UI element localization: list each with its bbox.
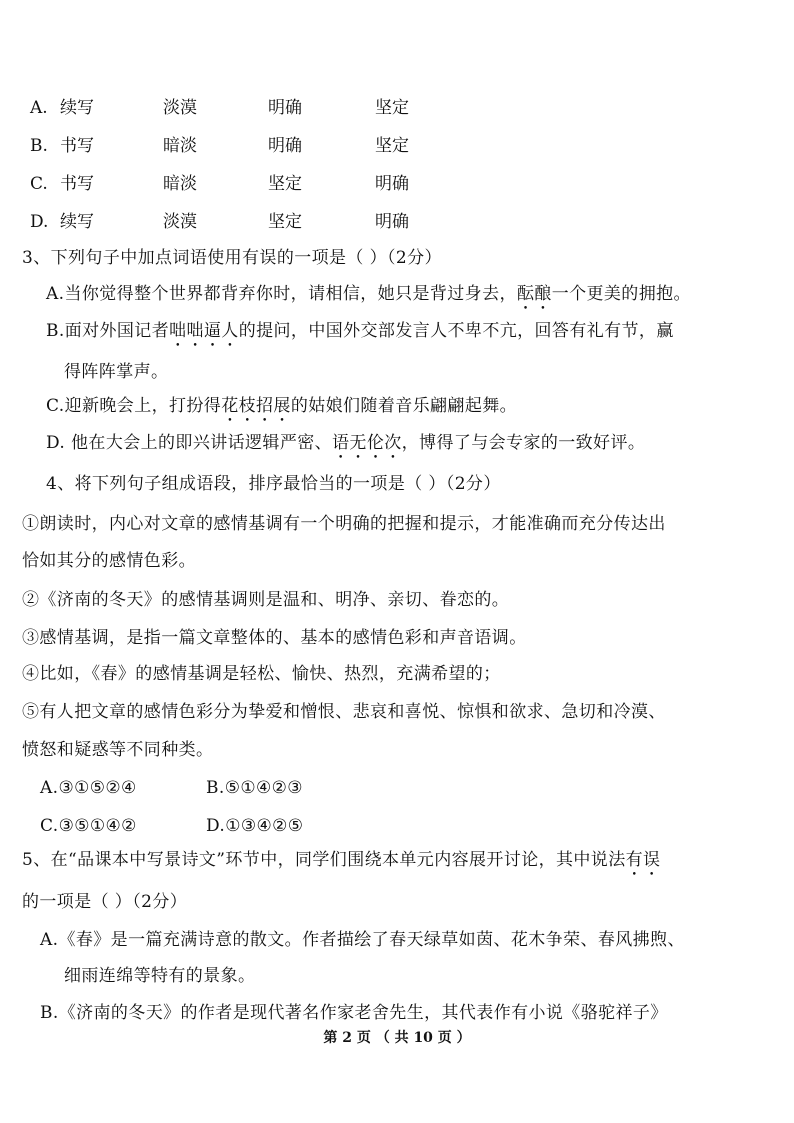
option-word-3: 坚定 — [268, 174, 302, 194]
q5-option-a-line2: 细雨连绵等特有的景象。 — [64, 966, 256, 986]
option-word-1: 续写 — [60, 212, 94, 232]
q3-d-pre: D. 他在大会上的即兴讲话逻辑严密、 — [46, 433, 333, 453]
q4-sentence-5-line2: 愤怒和疑惑等不同种类。 — [22, 740, 214, 760]
q2-option-a — [30, 96, 430, 120]
option-word-3: 明确 — [268, 136, 302, 156]
option-word-4: 坚定 — [375, 98, 409, 118]
q3-d-dotted-term: 语无伦次 — [332, 433, 402, 453]
q3-option-d — [46, 431, 645, 463]
option-word-2: 暗淡 — [163, 174, 197, 194]
q3-a-pre: A.当你觉得整个世界都背弃你时，请相信，她只是背过身去， — [46, 284, 517, 304]
option-word-4: 明确 — [375, 174, 409, 194]
option-word-4: 坚定 — [375, 136, 409, 156]
option-label: B. — [30, 136, 48, 156]
q5-stem-pre: 5、在“品课本中写景诗文”环节中，同学们围绕本单元内容展开讨论，其中说法 — [22, 850, 626, 870]
option-label: C. — [30, 174, 48, 194]
q3-d-post: ，博得了与会专家的一致好评。 — [401, 433, 646, 453]
q3-a-post: 一个更美的拥抱。 — [551, 284, 691, 304]
q2-option-b — [30, 134, 430, 158]
q3-option-a — [46, 282, 691, 314]
q3-c-dotted-term: 花枝招展 — [221, 396, 291, 416]
q3-option-c — [46, 394, 517, 426]
q3-b-pre: B.面对外国记者 — [46, 321, 170, 341]
q3-stem: 3、下列句子中加点词语使用有误的一项是（ ）（2分） — [22, 248, 442, 268]
option-word-4: 明确 — [375, 212, 409, 232]
q2-option-c — [30, 172, 430, 196]
option-word-3: 坚定 — [268, 212, 302, 232]
q3-b-post: 的提问，中国外交部发言人不卑不亢，回答有礼有节，赢 — [238, 321, 674, 341]
option-word-2: 淡漠 — [163, 212, 197, 232]
q4-sentence-4: ④比如，《春》的感情基调是轻松、愉快、热烈，充满希望的； — [22, 664, 501, 684]
q4-sentence-1: ①朗读时，内心对文章的感情基调有一个明确的把握和提示，才能准确而充分传达出 — [22, 514, 666, 534]
q4-sentence-5: ⑤有人把文章的感情色彩分为挚爱和憎恨、悲哀和喜悦、惊惧和欲求、急切和冷漠、 — [22, 702, 666, 722]
q5-stem — [22, 848, 660, 880]
q4-sentence-3: ③感情基调，是指一篇文章整体的、基本的感情色彩和声音语调。 — [22, 628, 527, 648]
q3-c-post: 的姑娘们随着音乐翩翩起舞。 — [290, 396, 518, 416]
q3-option-b-line2: 得阵阵掌声。 — [64, 362, 169, 382]
option-label: D. — [30, 212, 49, 232]
option-word-1: 续写 — [60, 98, 94, 118]
q4-option-b: B.⑤①④②③ — [206, 778, 303, 798]
q5-option-a: A.《春》是一篇充满诗意的散文。作者描绘了春天绿草如茵、花木争荣、春风拂煦、 — [40, 930, 685, 950]
q4-sentence-2: ②《济南的冬天》的感情基调则是温和、明净、亲切、眷恋的。 — [22, 590, 510, 610]
option-word-2: 暗淡 — [163, 136, 197, 156]
q4-option-a: A.③①⑤②④ — [40, 778, 137, 798]
q5-stem-line2: 的一项是（ ）（2分） — [22, 892, 188, 912]
option-word-1: 书写 — [60, 136, 94, 156]
q4-stem: 4、将下列句子组成语段，排序最恰当的一项是（ ）（2分） — [46, 474, 501, 494]
option-word-1: 书写 — [60, 174, 94, 194]
option-word-2: 淡漠 — [163, 98, 197, 118]
q4-option-d: D.①③④②⑤ — [206, 816, 304, 836]
q4-sentence-1-line2: 恰如其分的感情色彩。 — [22, 551, 196, 571]
option-label: A. — [30, 98, 48, 118]
q3-c-pre: C.迎新晚会上，打扮得 — [46, 396, 222, 416]
q5-option-b: B.《济南的冬天》的作者是现代著名作家老舍先生，其代表作有小说《骆驼祥子》 — [40, 1003, 668, 1023]
q3-option-b — [46, 319, 674, 351]
page-number: 第 2 页 （ 共 10 页 ） — [323, 1030, 471, 1046]
q4-option-c: C.③⑤①④② — [40, 816, 137, 836]
q2-option-d — [30, 210, 430, 234]
q3-b-dotted-term: 咄咄逼人 — [169, 321, 239, 341]
q3-a-dotted-term: 酝酿 — [516, 284, 552, 304]
option-word-3: 明确 — [268, 98, 302, 118]
q5-dotted-term: 有误 — [625, 850, 661, 870]
